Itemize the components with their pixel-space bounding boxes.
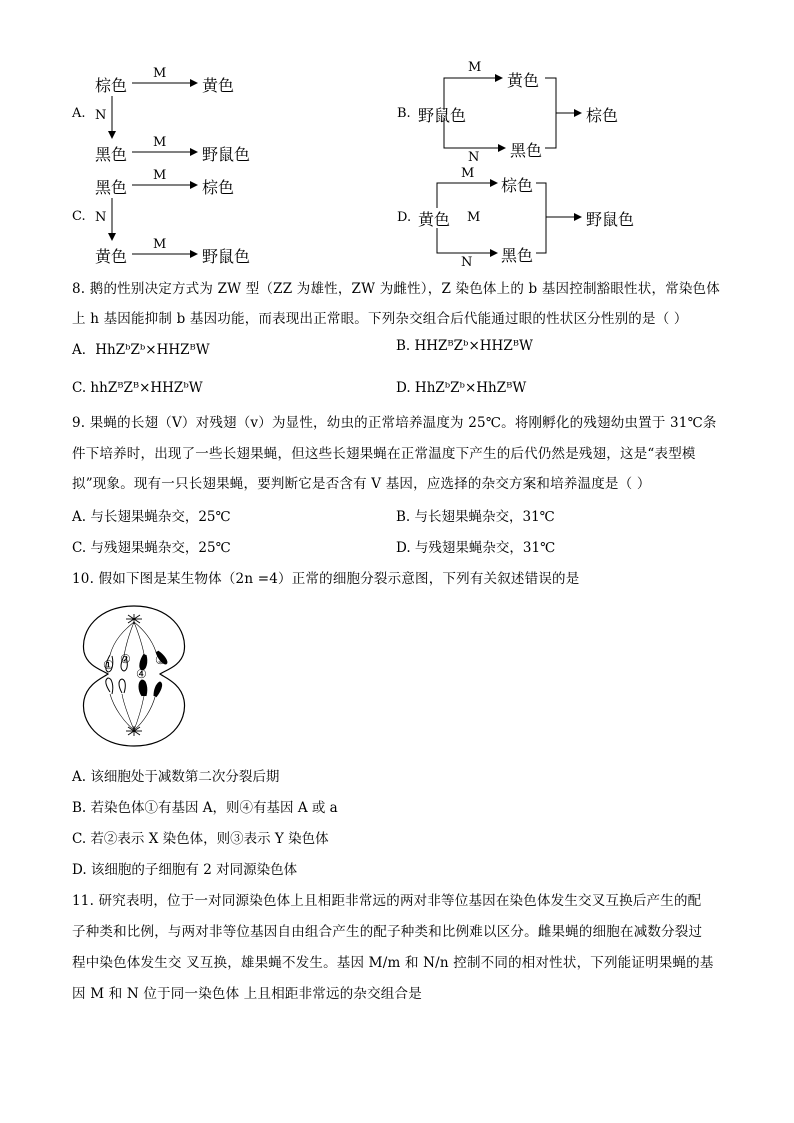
node-d-bottom: 黑色 <box>501 246 534 265</box>
q9-option-c: C. 与残翅果蝇杂交，25℃ <box>72 540 231 556</box>
q10-stem: 10. 假如下图是某生物体（2n =4）正常的细胞分裂示意图，下列有关叙述错误的是 <box>72 571 580 587</box>
label-3: ③ <box>155 653 166 667</box>
label-1: ① <box>103 658 114 672</box>
chromosome-4 <box>139 680 147 696</box>
label-4: ④ <box>136 667 147 681</box>
node-c-3: 黄色 <box>95 247 128 266</box>
q8-stem-line2: 上 h 基因能抑制 b 基因功能，而表现出正常眼。下列杂交组合后代能通过眼的性状区分性别的是（ ） <box>72 311 688 327</box>
q9-stem-line3: 拟”现象。现有一只长翅果蝇，要判断它是否含有 V 基因，应选择的杂交方案和培养温度是（ ） <box>72 476 651 492</box>
arrow-d-bottom <box>437 228 497 253</box>
q7-diagram-arrows <box>0 0 794 270</box>
label-c-m1: M <box>153 168 167 183</box>
q10-option-c: C. 若②表示 X 染色体，则③表示 Y 染色体 <box>72 831 329 847</box>
label-b-m: M <box>468 60 482 75</box>
option-a-letter: A. <box>72 106 86 121</box>
q11-stem-line2: 子种类和比例，与两对非等位基因自由组合产生的配子种类和比例难以区分。雌果蝇的细胞在减数分裂过 <box>72 924 703 940</box>
spindle-fibers-bottom <box>110 694 155 730</box>
label-c-m2: M <box>153 237 167 252</box>
q11-stem-line3: 程中染色体发生交 叉互换，雄果蝇不发生。基因 M/m 和 N/n 控制不同的相对性状，下列能证明果蝇的基 <box>72 955 714 971</box>
arrow-d-top <box>437 183 497 208</box>
chromosome-4a <box>106 678 113 694</box>
chromosome-4b <box>119 679 125 693</box>
node-b-bottom: 黑色 <box>510 141 543 160</box>
label-a-n: N <box>95 108 107 123</box>
q10-option-a: A. 该细胞处于减数第二次分裂后期 <box>72 769 280 785</box>
q9-option-b: B. 与长翅果蝇杂交，31℃ <box>396 509 555 525</box>
label-a-m1: M <box>153 66 167 81</box>
label-d-m: M <box>461 166 475 181</box>
spindle-fibers-top <box>110 622 156 656</box>
cell-division-figure <box>74 600 194 750</box>
node-d-start: 黄色 <box>418 210 451 229</box>
label-2: ② <box>120 652 131 666</box>
q9-stem-line1: 9. 果蝇的长翅（V）对残翅（v）为显性，幼虫的正常培养温度为 25℃。将刚孵化的残翅幼虫置于 31℃条 <box>72 415 717 431</box>
cell-membrane <box>83 606 184 746</box>
option-b-letter: B. <box>397 106 411 121</box>
q11-stem-line1: 11. 研究表明，位于一对同源染色体上且相距非常远的两对非等位基因在染色体发生交叉互换后产生的配 <box>72 893 702 909</box>
node-a-3: 黑色 <box>95 145 128 164</box>
q8-option-c: C. hhZᴮZᴮ×HHZᵇW <box>72 380 203 396</box>
q9-option-a: A. 与长翅果蝇杂交，25℃ <box>72 509 231 525</box>
node-b-end: 棕色 <box>586 106 619 125</box>
q8-option-b: B. HHZᴮZᵇ×HHZᴮW <box>396 338 533 354</box>
option-d-letter: D. <box>397 210 412 225</box>
q8-option-a: A．HhZᵇZᵇ×HHZᴮW <box>72 342 210 358</box>
node-b-top: 黄色 <box>507 71 540 90</box>
chromosome-4c <box>154 682 162 697</box>
q10-option-b: B. 若染色体①有基因 A，则④有基因 A 或 a <box>72 800 338 816</box>
q9-option-d: D. 与残翅果蝇杂交，31℃ <box>396 540 556 556</box>
arrow-d-join <box>536 183 546 253</box>
spindle-pole-bottom <box>126 726 142 736</box>
node-d-top: 棕色 <box>501 176 534 195</box>
label-d-mid: M <box>467 210 481 225</box>
q10-option-d: D. 该细胞的子细胞有 2 对同源染色体 <box>72 862 298 878</box>
arrow-b-join <box>545 78 556 148</box>
q11-stem-line4: 因 M 和 N 位于同一染色体 上且相距非常远的杂交组合是 <box>72 986 422 1002</box>
label-a-m2: M <box>153 135 167 150</box>
q8-option-d: D. HhZᵇZᵇ×HhZᴮW <box>396 380 527 396</box>
node-c-2: 棕色 <box>202 178 235 197</box>
label-b-n: N <box>468 150 480 165</box>
node-b-start: 野鼠色 <box>418 106 467 125</box>
label-d-n: N <box>461 255 473 270</box>
label-c-n: N <box>95 210 107 225</box>
node-a-4: 野鼠色 <box>202 145 251 164</box>
node-a-2: 黄色 <box>202 76 235 95</box>
option-c-letter: C. <box>72 209 86 224</box>
node-c-1: 黑色 <box>95 178 128 197</box>
node-c-4: 野鼠色 <box>202 247 251 266</box>
node-d-end: 野鼠色 <box>586 210 635 229</box>
q8-stem-line1: 8. 鹅的性别决定方式为 ZW 型（ZZ 为雄性，ZW 为雌性），Z 染色体上的 b 基因控制豁眼性状，常染色体 <box>72 281 720 297</box>
q9-stem-line2: 件下培养时，出现了一些长翅果蝇，但这些长翅果蝇在正常温度下产生的后代仍然是残翅，这是“表型模 <box>72 446 696 462</box>
node-a-1: 棕色 <box>95 76 128 95</box>
